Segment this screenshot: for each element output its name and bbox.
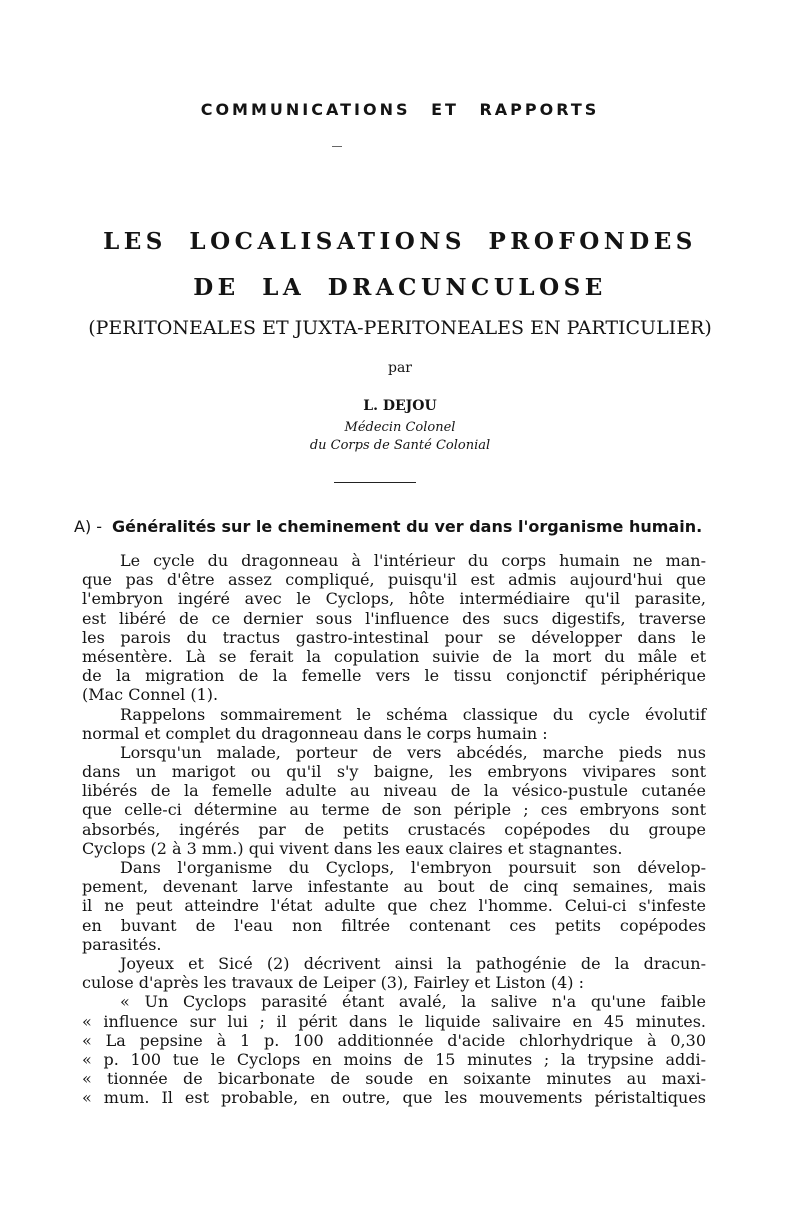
body-line: Rappelons sommairement le schéma classique du cycle évolutif bbox=[120, 704, 706, 724]
body-line: Joyeux et Sicé (2) décrivent ainsi la pathogénie de la dracun- bbox=[120, 953, 706, 973]
body-line: absorbés, ingérés par de petits crustacés copépodes du groupe bbox=[82, 819, 706, 839]
body-line: est libéré de ce dernier sous l'influence des sucs digestifs, traverse bbox=[82, 608, 706, 628]
body-line: « Un Cyclops parasité étant avalé, la salive n'a qu'une faible bbox=[120, 992, 706, 1012]
body-line: l'embryon ingéré avec le Cyclops, hôte intermédiaire qu'il parasite, bbox=[82, 589, 706, 609]
body-line: « p. 100 tue le Cyclops en moins de 15 minutes ; la trypsine addi- bbox=[82, 1049, 706, 1069]
author-role: Médecin Colonel bbox=[344, 420, 456, 435]
body-line: Le cycle du dragonneau à l'intérieur du corps humain ne man- bbox=[120, 551, 706, 570]
body-line: Lorsqu'un malade, porteur de vers abcédés, marche pieds nus bbox=[120, 742, 706, 762]
body-line: il ne peut atteindre l'état adulte que chez l'homme. Celui-ci s'infeste bbox=[82, 896, 706, 916]
body-line: « tionnée de bicarbonate de soude en soixante minutes au maxi- bbox=[82, 1069, 706, 1089]
body-line: les parois du tractus gastro-intestinal pour se développer dans le bbox=[82, 627, 706, 647]
article-subtitle: (PERITONEALES ET JUXTA-PERITONEALES EN PARTICULIER) bbox=[88, 317, 712, 339]
article-title-line-1: LES LOCALISATIONS PROFONDES bbox=[103, 228, 697, 255]
body-line: de la migration de la femelle vers le tissu conjonctif périphérique bbox=[82, 666, 706, 686]
section-letter: A) - bbox=[74, 517, 103, 536]
body-line: Dans l'organisme du Cyclops, l'embryon poursuit son dévelop- bbox=[120, 858, 706, 877]
byline: par bbox=[387, 360, 412, 376]
body-line: parasités. bbox=[82, 934, 162, 954]
body-line: « influence sur lui ; il périt dans le liquide salivaire en 45 minutes. bbox=[82, 1011, 706, 1031]
body-line: « mum. Il est probable, en outre, que les mouvements péristaltiques bbox=[82, 1088, 706, 1108]
body-line: mésentère. Là se ferait la copulation suivie de la mort du mâle et bbox=[82, 646, 706, 666]
body-line: (Mac Connel (1). bbox=[82, 685, 219, 705]
body-line: que pas d'être assez compliqué, puisqu'il est admis aujourd'hui que bbox=[82, 570, 706, 590]
author-name: L. DEJOU bbox=[363, 398, 437, 414]
article-body bbox=[82, 551, 706, 1107]
section-title: Généralités sur le cheminement du ver dans l'organisme humain. bbox=[112, 517, 703, 536]
article-title-line-2: DE LA DRACUNCULOSE bbox=[193, 274, 607, 301]
body-line: pement, devenant larve infestante au bout de cinq semaines, mais bbox=[82, 877, 706, 897]
body-line: normal et complet du dragonneau dans le corps humain : bbox=[82, 723, 548, 743]
body-line: que celle-ci détermine au terme de son périple ; ces embryons sont bbox=[82, 800, 706, 820]
body-line: Cyclops (2 à 3 mm.) qui vivent dans les eaux claires et stagnantes. bbox=[82, 838, 623, 858]
divider-mark bbox=[332, 146, 342, 147]
body-line: en buvant de l'eau non filtrée contenant ces petits copépodes bbox=[82, 915, 706, 935]
author-affiliation: du Corps de Santé Colonial bbox=[309, 438, 491, 453]
author-divider bbox=[334, 482, 416, 483]
body-line: libérés de la femelle adulte au niveau de la vésico-pustule cutanée bbox=[82, 781, 706, 801]
section-heading bbox=[74, 517, 702, 536]
body-line: dans un marigot ou qu'il s'y baigne, les embryons vivipares sont bbox=[82, 762, 706, 782]
section-banner: COMMUNICATIONS ET RAPPORTS bbox=[200, 100, 600, 119]
body-line: « La pepsine à 1 p. 100 additionnée d'acide chlorhydrique à 0,30 bbox=[82, 1030, 706, 1050]
body-line: culose d'après les travaux de Leiper (3), Fairley et Liston (4) : bbox=[82, 973, 584, 993]
